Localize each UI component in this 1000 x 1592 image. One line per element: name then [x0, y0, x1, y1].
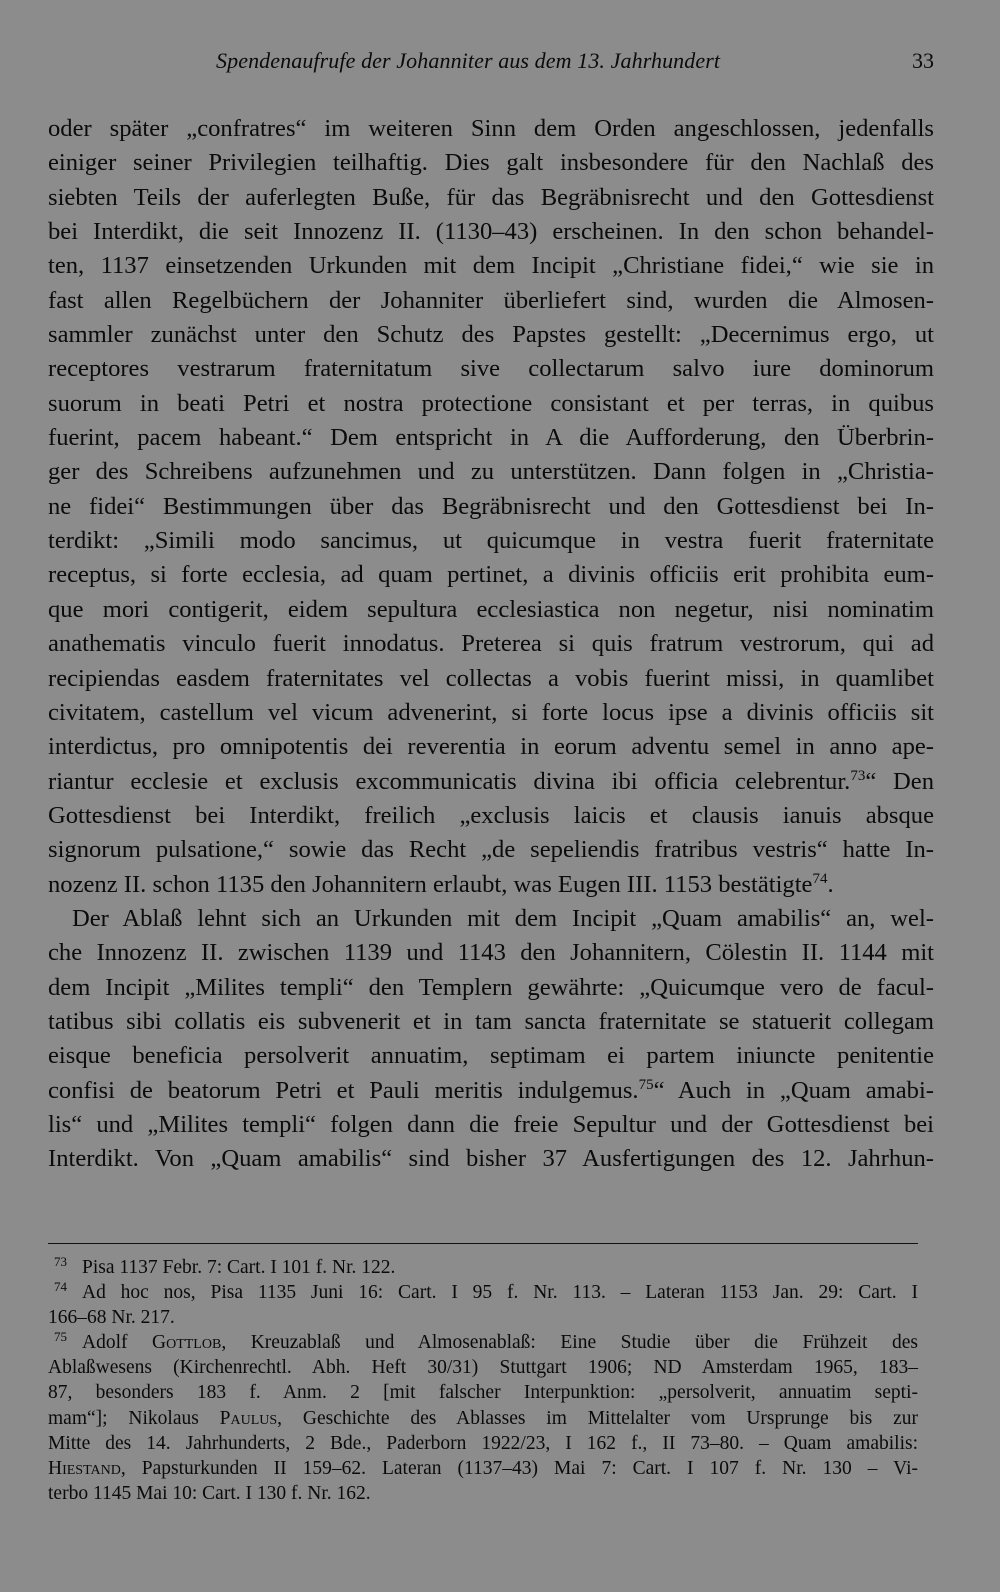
line-text: terdikt: „Simili modo sancimus, ut quicumque in vestra fuerit fraternitate: [48, 527, 934, 555]
footnote-75-line: [48, 1355, 918, 1380]
line-text: ger des Schreibens aufzunehmen und zu unterstützen. Dann folgen in „Christia-: [48, 458, 934, 486]
text-line: [48, 1108, 934, 1142]
line-text: dem Incipit „Milites templi“ den Templern gewährte: „Quicumque vero de facul-: [48, 973, 934, 1001]
footnote-text: , Kreuzablaß und Almosenablaß: Eine Studie über die Frühzeit des: [221, 1332, 918, 1354]
line-text: sammler zunächst unter den Schutz des Papstes gestellt: „Decernimus ergo, ut: [48, 321, 934, 349]
text-line: [48, 662, 934, 696]
footnote-text: terbo 1145 Mai 10: Cart. I 130 f. Nr. 162.: [48, 1482, 371, 1504]
line-text: ne fidei“ Bestimmungen über das Begräbnisrecht und den Gottesdienst bei In-: [48, 492, 934, 520]
text-line: [48, 387, 934, 421]
text-line: [48, 696, 934, 730]
text-line: [48, 524, 934, 558]
footnote-text: 87, besonders 183 f. Anm. 2 [mit falscher Interpunktion: „persolverit, annuatim septi-: [48, 1382, 918, 1404]
line-text: eisque beneficia persolverit annuatim, septimam ei partem iniuncte penitentie: [48, 1042, 934, 1070]
text-line: [48, 146, 934, 180]
text-line: [48, 1005, 934, 1039]
footnote-74-continued: [48, 1305, 918, 1330]
text-line: [48, 971, 934, 1005]
line-text: lis“ und „Milites templi“ folgen dann die freie Sepultur und der Gottesdienst bei: [48, 1110, 934, 1138]
author-name: Paulus: [219, 1407, 278, 1429]
line-text: Gottesdienst bei Interdikt, freilich „exclusis laicis et clausis ianuis absque: [48, 801, 934, 829]
line-text: interdictus, pro omnipotentis dei reverentia in eorum adventu semel in anno ape-: [48, 733, 934, 761]
line-text: receptus, si forte ecclesia, ad quam pertinet, a divinis officiis erit prohibita eum-: [48, 561, 934, 589]
line-text: einiger seiner Privilegien teilhaftig. Dies galt insbesondere für den Nachlaß des: [48, 149, 934, 177]
footnote-text: , Geschichte des Ablasses im Mittelalter vom Ursprunge bis zur: [277, 1407, 918, 1429]
footnote-text: Ablaßwesens (Kirchenrechtl. Abh. Heft 30/31) Stuttgart 1906; ND Amsterdam 1965, 183–: [48, 1357, 918, 1379]
page-number: 33: [912, 48, 934, 73]
line-text: “ Den: [865, 767, 934, 795]
footnotes: [48, 1255, 918, 1506]
text-line: [48, 833, 934, 867]
text-line: [48, 352, 934, 386]
line-text: ten, 1137 einsetzenden Urkunden mit dem Incipit „Christiane fidei,“ wie sie in: [48, 252, 934, 280]
footnote-separator: [48, 1243, 918, 1244]
footnote-text: Ad hoc nos, Pisa 1135 Juni 16: Cart. I 95 f. Nr. 113. – Lateran 1153 Jan. 29: Cart. I: [82, 1282, 918, 1304]
running-head: [48, 48, 934, 82]
text-line: [48, 215, 934, 249]
running-title: Spendenaufrufe der Johanniter aus dem 13. Jahrhundert: [216, 48, 721, 73]
text-line: [48, 868, 934, 902]
text-line: [48, 1039, 934, 1073]
text-line: [48, 593, 934, 627]
text-line: [48, 765, 934, 799]
line-text: receptores vestrarum fraternitatum sive collectarum salvo iure dominorum: [48, 355, 934, 383]
footnote-75-line: [48, 1406, 918, 1431]
text-line: [48, 558, 934, 592]
author-name: Hiestand: [48, 1457, 121, 1479]
line-text: tatibus sibi collatis eis subvenerit et in tam sancta fraternitate se statuerit collegam: [48, 1007, 934, 1035]
text-line: [48, 730, 934, 764]
text-line: [48, 112, 934, 146]
line-text: che Innozenz II. zwischen 1139 und 1143 den Johannitern, Cölestin II. 1144 mit: [48, 939, 934, 967]
line-text: bei Interdikt, die seit Innozenz II. (1130–43) erscheinen. In den schon behandel-: [48, 218, 934, 246]
line-text: fuerint, pacem habeant.“ Dem entspricht in A die Aufforderung, den Überbrin-: [48, 424, 934, 452]
line-text: Interdikt. Von „Quam amabilis“ sind bisher 37 Ausfertigungen des 12. Jahrhun-: [48, 1145, 934, 1173]
text-line: [48, 627, 934, 661]
footnote-text: , Papsturkunden II 159–62. Lateran (1137–43) Mai 7: Cart. I 107 f. Nr. 130 – Vi-: [120, 1457, 918, 1479]
footnote-74: 74 Ad hoc nos, Pisa 1135 Juni 16: Cart. I 95 f. Nr. 113. – Lateran 1153 Jan. 29: Cart. I: [54, 1279, 918, 1304]
line-text: signorum pulsatione,“ sowie das Recht „de sepeliendis fratribus vestris“ hatte In-: [48, 836, 934, 864]
footnote-text: Adolf: [82, 1332, 153, 1354]
footnote-text: Mitte des 14. Jahrhunderts, 2 Bde., Paderborn 1922/23, I 162 f., II 73–80. – Quam amabilis:: [48, 1432, 918, 1454]
line-text: riantur ecclesie et exclusis excommunicatis divina ibi officia celebrentur.: [48, 767, 851, 795]
footnote-75-line: [48, 1481, 918, 1506]
text-line: [48, 318, 934, 352]
text-line: [48, 455, 934, 489]
footnote-75: 75 Adolf Gottlob, Kreuzablaß und Almosenablaß: Eine Studie über die Frühzeit des: [54, 1329, 918, 1354]
footnote-reference: 75: [638, 1076, 654, 1093]
author-name: Gottlob: [152, 1332, 222, 1354]
text-line: [48, 284, 934, 318]
line-text: confisi de beatorum Petri et Pauli meritis indulgemus.: [48, 1076, 639, 1104]
footnote-reference: 73: [850, 767, 866, 784]
footnote-text: 166–68 Nr. 217.: [48, 1307, 175, 1329]
footnote-75-line: [48, 1431, 918, 1456]
line-text: fast allen Regelbüchern der Johanniter überliefert sind, wurden die Almosen-: [48, 286, 934, 314]
footnote-text: Pisa 1137 Febr. 7: Cart. I 101 f. Nr. 122.: [82, 1257, 396, 1278]
line-text: “ Auch in „Quam amabi-: [653, 1076, 934, 1104]
line-text: nozenz II. schon 1135 den Johannitern erlaubt, was Eugen III. 1153 bestätigte: [48, 870, 813, 898]
text-line: [48, 799, 934, 833]
line-text: .: [827, 870, 834, 898]
text-line: [48, 181, 934, 215]
line-text: recipiendas easdem fraternitates vel collectas a vobis fuerint missi, in quamlibet: [48, 664, 934, 692]
text-line: [48, 1142, 934, 1176]
line-text: oder später „confratres“ im weiteren Sinn dem Orden angeschlossen, jedenfalls: [48, 115, 934, 142]
line-text: que mori contigerit, eidem sepultura ecclesiastica non negetur, nisi nominatim: [48, 595, 934, 623]
footnote-75-line: [48, 1380, 918, 1405]
footnote-reference: 74: [812, 870, 828, 887]
text-line: [48, 936, 934, 970]
line-text: civitatem, castellum vel vicum advenerint, si forte locus ipse a divinis officiis sit: [48, 698, 934, 726]
text-line: [48, 490, 934, 524]
text-line: [48, 1074, 934, 1108]
line-text: anathematis vinculo fuerit innodatus. Preterea si quis fratrum vestrorum, qui ad: [48, 630, 934, 658]
footnote-75-line: [48, 1456, 918, 1481]
footnote-text: mam“]; Nikolaus: [48, 1407, 220, 1429]
line-text: siebten Teils der auferlegten Buße, für das Begräbnisrecht und den Gottesdienst: [48, 183, 934, 211]
main-text: [48, 112, 934, 1177]
footnote-73: 73 Pisa 1137 Febr. 7: Cart. I 101 f. Nr. 122.: [54, 1254, 396, 1278]
line-text: suorum in beati Petri et nostra protectione consistant et per terras, in quibus: [48, 389, 934, 417]
text-line: [48, 421, 934, 455]
line-text: Der Ablaß lehnt sich an Urkunden mit dem Incipit „Quam amabilis“ an, wel-: [72, 904, 934, 932]
text-line: [48, 249, 934, 283]
text-line: [48, 902, 934, 936]
